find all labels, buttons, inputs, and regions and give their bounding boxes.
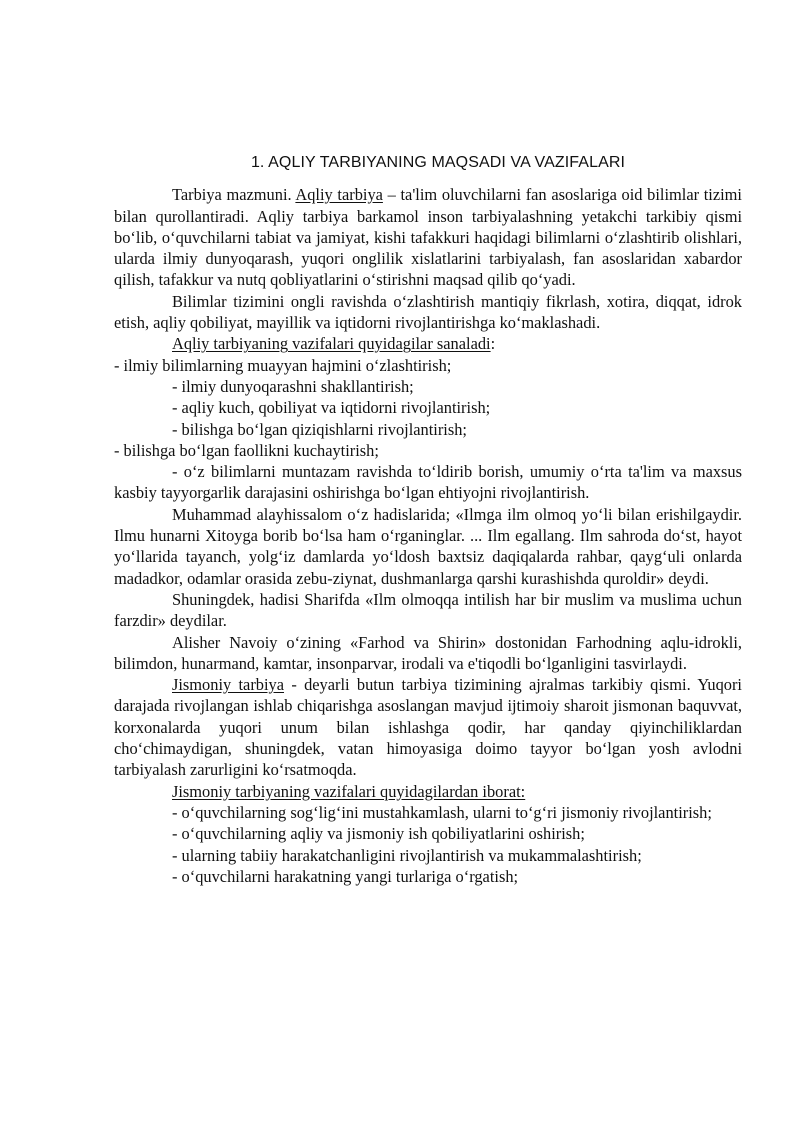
definition-text: - deyarli butun tarbiya tizimining ajralmas tarkibiy qismi. Yuqori darajada rivojlangan ishlab chiqarishga asoslangan mavjud ijtimoiy sharoit jismonan baquvvat, korxonalarda yuqori unum bilan ishlashga qodir, har qanday qiyinchiliklardan cho‘chimaydigan, shuningdek, vatan himoyasiga doimo tayyor bo‘lgan yosh avlodni tarbiyalash zarurligini ko‘rsatmoqda. [114, 675, 742, 780]
section-title: 1. AQLIY TARBIYANING MAQSADI VA VAZIFALARI [250, 154, 626, 171]
list-item: - bilishga bo‘lgan faollikni kuchaytirish; [114, 440, 379, 460]
lead-text: Tarbiya mazmuni. [172, 185, 296, 205]
list-item: - ularning tabiiy harakatchanligini rivojlantirish va mukammalashtirish; [172, 845, 642, 865]
heading-colon: : [490, 334, 496, 354]
heading-jismoniy-tasks-text: Jismoniy tarbiyaning vazifalari quyidagilardan iborat: [172, 781, 526, 801]
list-item: - o‘z bilimlarni muntazam ravishda to‘ldirib borish, umumiy o‘rta ta'lim va maxsus kasbiy tayyorgarlik darajasini oshirishga bo‘lgan ehtiyojni rivojlantirish. [114, 462, 742, 503]
heading-aqliy-tasks-text: Aqliy tarbiyaning vazifalari quyidagilar sanaladi [172, 334, 491, 354]
list-item: - bilishga bo‘lgan qiziqishlarni rivojlantirish; [172, 419, 467, 439]
list-item: - o‘quvchilarni harakatning yangi turlariga o‘rgatish; [172, 866, 519, 886]
paragraph-jismoniy-definition [114, 674, 742, 780]
term-jismoniy-tarbiya: Jismoniy tarbiya [172, 675, 285, 695]
list-item: - aqliy kuch, qobiliyat va iqtidorni rivojlantirish; [172, 398, 491, 418]
definition-text: – ta'lim oluvchilarni fan asoslariga oid bilimlar tizimi bilan qurollantiradi. Aqliy tarbiya barkamol inson tarbiyalashning yetakchi tarkibiy qismi bo‘lib, o‘quvchilarni tabiat va jamiyat, kishi tafakkuri haqidagi bilimlarni o‘zlashtirib olishlari, ularda ilmiy dunyoqarash, yuqori onglilik xislatlarini tarbiyalash, fan asoslaridan xabardor qilish, tafakkur va nutq qobliyatlarini o‘stirishni maqsad qilib qo‘yadi. [114, 185, 742, 290]
paragraph-bilimlar: Bilimlar tizimini ongli ravishda o‘zlashtirish mantiqiy fikrlash, xotira, diqqat, idrok etish, aqliy qobiliyat, mayillik va iqtidorni rivojlantirishga ko‘maklashadi. [114, 291, 742, 333]
list-item: - ilmiy bilimlarning muayyan hajmini o‘zlashtirish; [114, 355, 452, 375]
paragraph-aqliy-definition [114, 184, 742, 290]
document-page [114, 152, 742, 887]
list-item: - o‘quvchilarning aqliy va jismoniy ish qobiliyatlarini oshirish; [172, 824, 585, 844]
list-item: - o‘quvchilarning sog‘lig‘ini mustahkamlash, ularni to‘g‘ri jismoniy rivojlantirish; [172, 802, 712, 822]
paragraph-hadis: Muhammad alayhissalom o‘z hadislarida; «Ilmga ilm olmoq yo‘li bilan erishilgaydir. Ilmu hunarni Xitoyga borib bo‘lsa ham o‘rganinglar. ... Ilm egallang. Ilm sahroda do‘st, hayot yo‘llarida tayanch, yolg‘iz damlarda yo‘ldosh baxtsiz daqiqalarda rahbar, qayg‘uli onlarda madadkor, odamlar orasida zebu-ziynat, dushmanlarga qarshi kurashishda quroldir» deydi. [114, 504, 742, 588]
heading-jismoniy-tasks [114, 781, 742, 802]
list-item: - ilmiy dunyoqarashni shakllantirish; [172, 376, 414, 396]
paragraph-navoiy: Alisher Navoiy o‘zining «Farhod va Shirin» dostonidan Farhodning aqlu-idrokli, bilimdon, hunarmand, kamtar, insonparvar, irodali va e'tiqodli bo‘lganligini tasvirlaydi. [114, 632, 742, 673]
paragraph-hadisi-sharif: Shuningdek, hadisi Sharifda «Ilm olmoqqa intilish har bir muslim va muslima uchun farzdir» deydilar. [114, 589, 742, 631]
heading-aqliy-tasks [114, 333, 742, 354]
term-aqliy-tarbiya: Aqliy tarbiya [295, 185, 383, 205]
